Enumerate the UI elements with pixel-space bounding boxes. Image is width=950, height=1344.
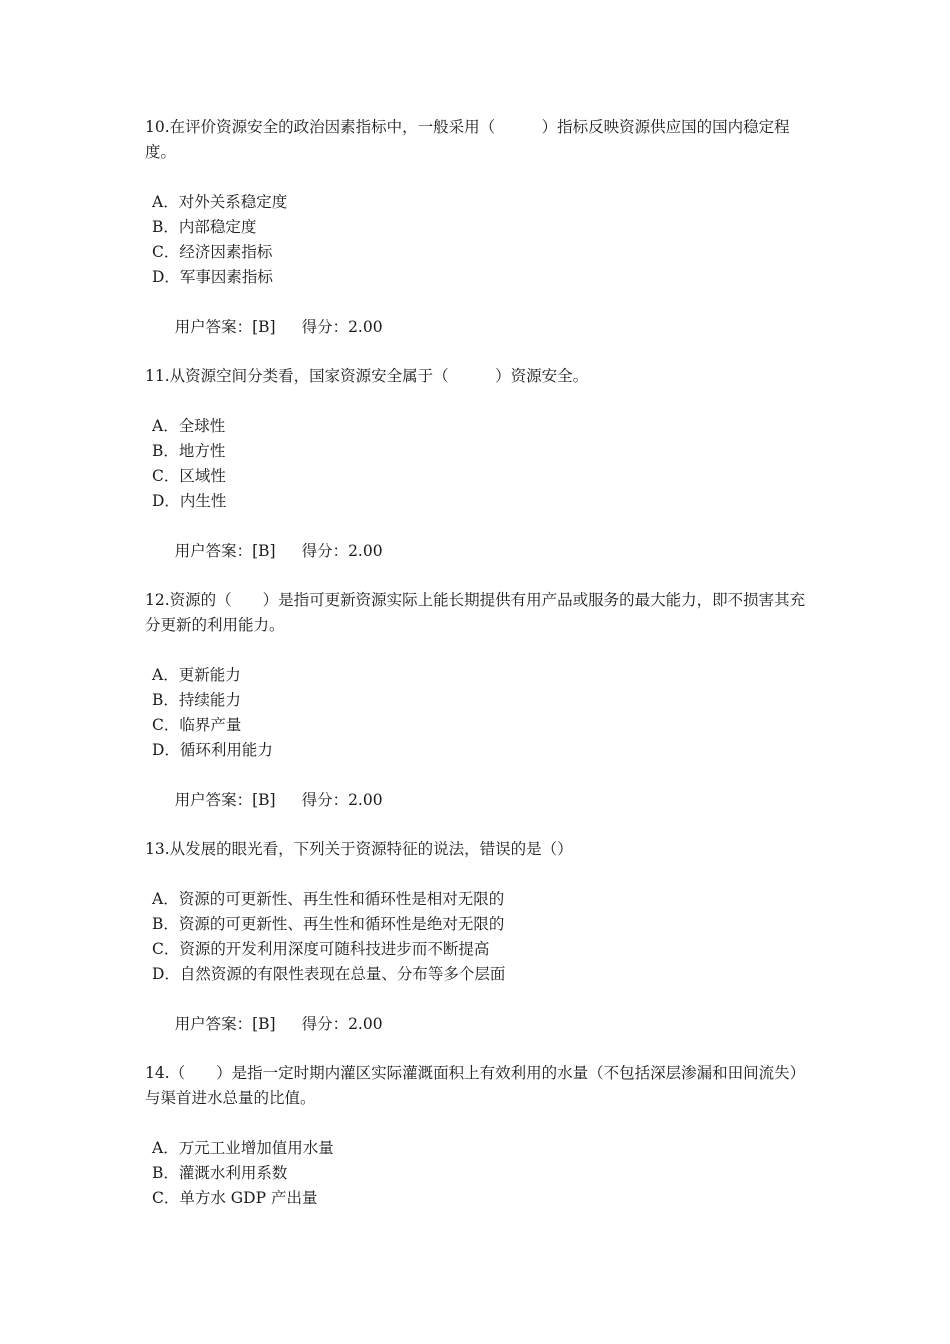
- option-b: B．内部稳定度: [152, 218, 257, 236]
- answer-line: [145, 763, 810, 838]
- option-a: A．更新能力: [152, 666, 241, 684]
- option-list: [145, 190, 810, 290]
- score: 得分：2.00: [301, 318, 383, 336]
- question-12: [145, 588, 810, 838]
- option-b: B．灌溉水利用系数: [152, 1164, 288, 1182]
- option-b: B．资源的可更新性、再生性和循环性是绝对无限的: [152, 915, 505, 933]
- option-d: D．军事因素指标: [152, 268, 273, 286]
- option-c: C．临界产量: [152, 716, 242, 734]
- option-a: A．全球性: [152, 417, 226, 435]
- option-list: [145, 663, 810, 763]
- question-text: 13.从发展的眼光看，下列关于资源特征的说法，错误的是（）: [145, 840, 573, 858]
- question-13: [145, 837, 810, 1062]
- user-answer: 用户答案：[B]: [174, 542, 276, 560]
- option-list: [145, 887, 810, 987]
- option-b: B．地方性: [152, 442, 226, 460]
- option-a: A．资源的可更新性、再生性和循环性是相对无限的: [152, 890, 505, 908]
- option-list: [145, 1136, 810, 1211]
- question-text: 10.在评价资源安全的政治因素指标中，一般采用（ ）指标反映资源供应国的国内稳定程度。: [145, 118, 790, 161]
- option-a: A．万元工业增加值用水量: [152, 1139, 334, 1157]
- option-c: C．资源的开发利用深度可随科技进步而不断提高: [152, 940, 490, 958]
- option-d: D．自然资源的有限性表现在总量、分布等多个层面: [152, 965, 506, 983]
- answer-line: [145, 514, 810, 589]
- user-answer: 用户答案：[B]: [174, 1015, 276, 1033]
- user-answer: 用户答案：[B]: [174, 318, 276, 336]
- option-c: C．单方水 GDP 产出量: [152, 1189, 318, 1207]
- option-c: C．区域性: [152, 467, 226, 485]
- answer-line: [145, 987, 810, 1062]
- question-14: [145, 1061, 810, 1211]
- user-answer: 用户答案：[B]: [174, 791, 276, 809]
- option-d: D．循环利用能力: [152, 741, 273, 759]
- score: 得分：2.00: [301, 1015, 383, 1033]
- question-10: [145, 115, 810, 365]
- option-list: [145, 414, 810, 514]
- question-text: 12.资源的（ ）是指可更新资源实际上能长期提供有用产品或服务的最大能力，即不损害其充分更新的利用能力。: [145, 591, 806, 634]
- question-text: 11.从资源空间分类看，国家资源安全属于（ ）资源安全。: [145, 367, 589, 385]
- option-b: B．持续能力: [152, 691, 241, 709]
- option-a: A．对外关系稳定度: [152, 193, 288, 211]
- option-d: D．内生性: [152, 492, 227, 510]
- score: 得分：2.00: [301, 791, 383, 809]
- score: 得分：2.00: [301, 542, 383, 560]
- answer-line: [145, 290, 810, 365]
- question-11: [145, 364, 810, 589]
- option-c: C．经济因素指标: [152, 243, 273, 261]
- question-text: 14.（ ）是指一定时期内灌区实际灌溉面积上有效利用的水量（不包括深层渗漏和田间流失）与渠首进水总量的比值。: [145, 1064, 806, 1107]
